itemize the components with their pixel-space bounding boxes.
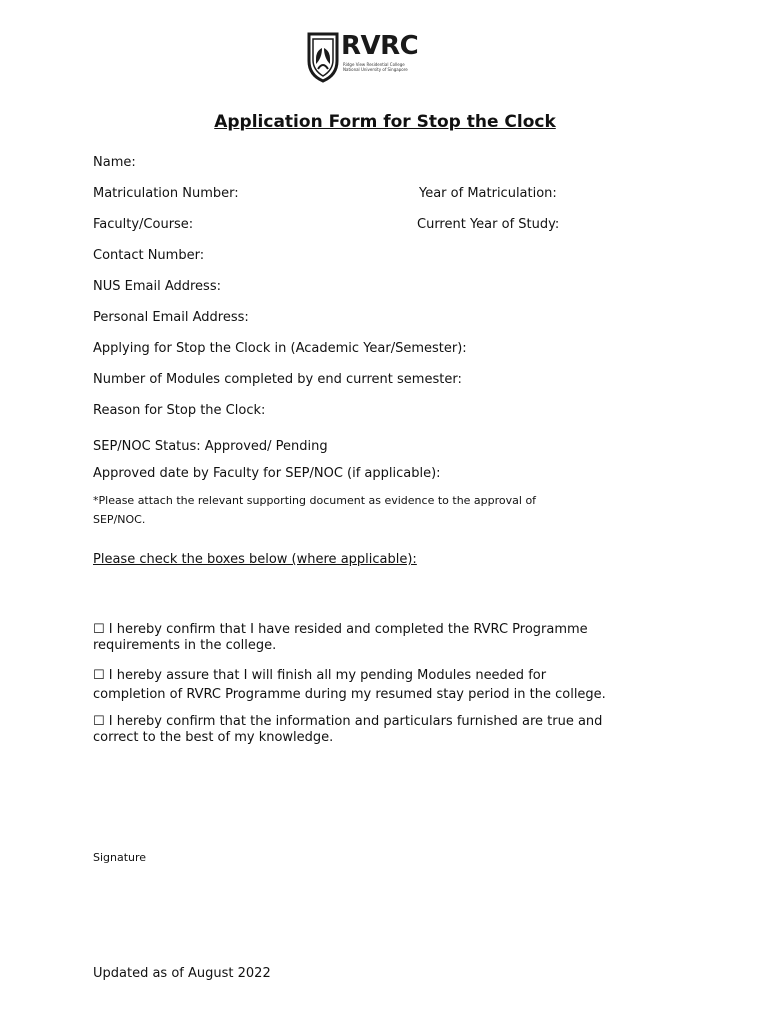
checkbox-text-cont: completion of RVRC Programme during my resumed stay period in the college. [93,687,606,702]
signature-label: Signature [93,851,147,864]
checkbox-section-heading: Please check the boxes below (where applicable): [93,552,417,567]
rvrc-shield-icon [306,31,340,83]
field-name-label: Name: [93,155,136,170]
checkbox-text: I hereby confirm that I have resided and completed the RVRC Programme [108,622,588,637]
form-title: Application Form for Stop the Clock [214,112,556,132]
checkbox-item [93,666,683,704]
field-applying-for-label: Applying for Stop the Clock in (Academic Year/Semester): [93,341,467,356]
checkbox-text: I hereby confirm that the information and particulars furnished are true and [108,714,603,729]
checkbox-icon[interactable]: ☐ [93,668,105,683]
checkbox-item [93,714,683,746]
checkbox-icon[interactable]: ☐ [93,622,105,637]
field-year-of-matric-label: Year of Matriculation: [419,186,557,201]
rvrc-logo [306,31,438,83]
field-approved-date-label: Approved date by Faculty for SEP/NOC (if applicable): [93,466,441,481]
field-faculty-course-label: Faculty/Course: [93,217,194,232]
field-personal-email-label: Personal Email Address: [93,310,249,325]
checkbox-item [93,622,683,654]
field-modules-completed-label: Number of Modules completed by end current semester: [93,372,462,387]
checkbox-icon[interactable]: ☐ [93,714,105,729]
updated-footer: Updated as of August 2022 [93,966,271,981]
field-matric-number-label: Matriculation Number: [93,186,239,201]
checkbox-text: I hereby assure that I will finish all my pending Modules needed for [108,668,547,683]
checkbox-text-cont: correct to the best of my knowledge. [93,730,334,745]
attachment-note-line2: SEP/NOC. [93,513,146,526]
field-current-year-label: Current Year of Study: [417,217,560,232]
checkbox-text-cont: requirements in the college. [93,638,277,653]
logo-tagline: Ridge View Residential College National University of Singapore [343,62,408,72]
field-sep-noc-status: SEP/NOC Status: Approved/ Pending [93,439,328,454]
field-contact-number-label: Contact Number: [93,248,205,263]
field-nus-email-label: NUS Email Address: [93,279,221,294]
logo-wordmark: RVRC [341,31,419,61]
attachment-note-line1: *Please attach the relevant supporting document as evidence to the approval of [93,494,537,507]
field-reason-label: Reason for Stop the Clock: [93,403,266,418]
